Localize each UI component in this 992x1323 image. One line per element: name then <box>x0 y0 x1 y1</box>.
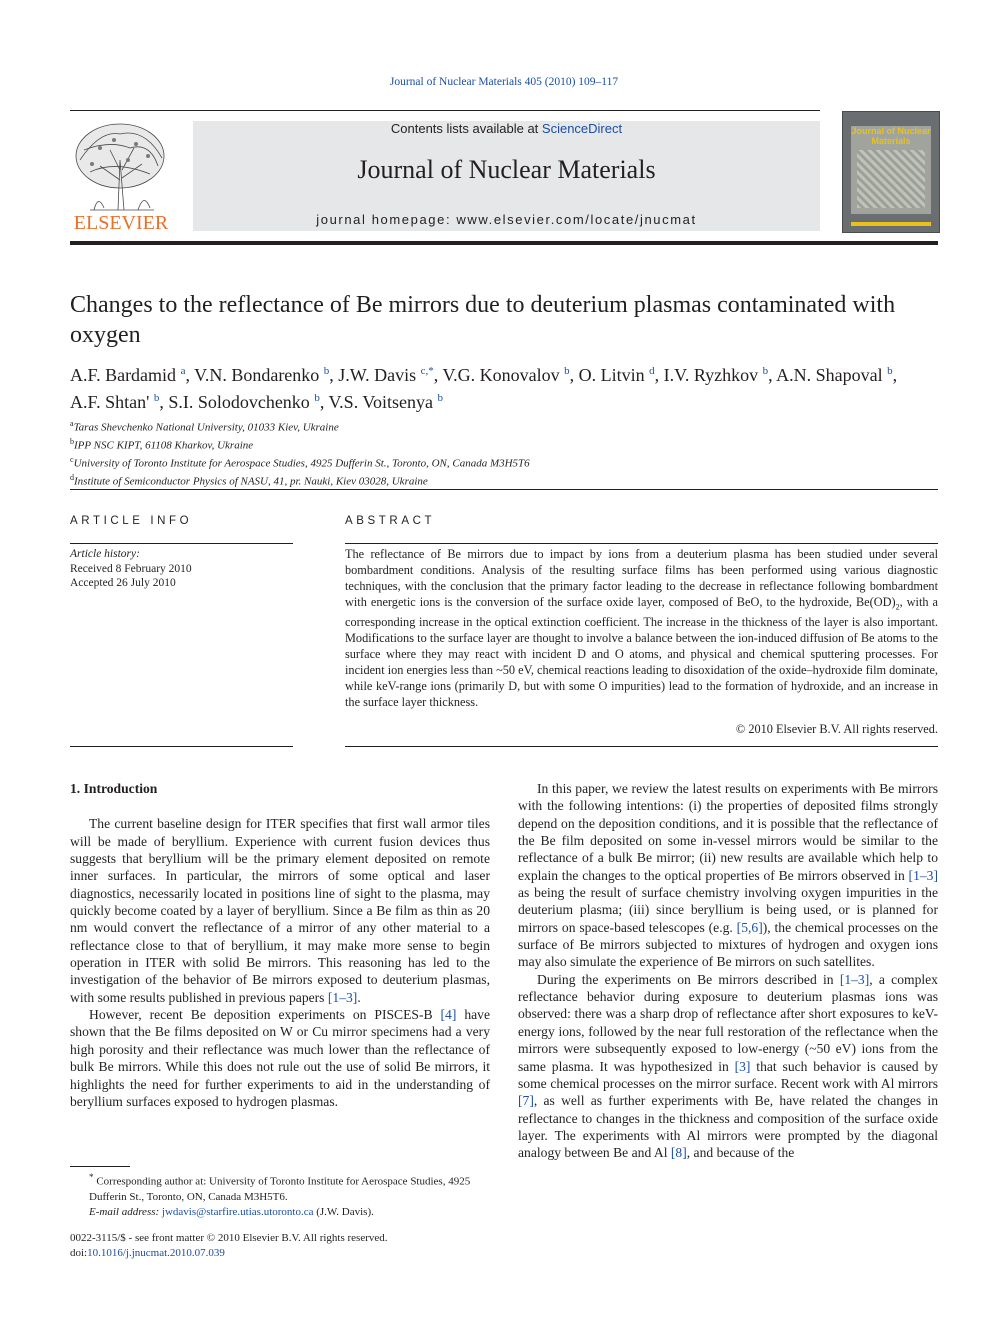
author: O. Litvin <box>578 365 645 385</box>
reference-link[interactable]: [7] <box>518 1093 534 1109</box>
sciencedirect-link[interactable]: ScienceDirect <box>541 121 623 136</box>
author-affil-link[interactable]: c,* <box>420 365 434 377</box>
contents-line: Contents lists available at ScienceDirect <box>390 121 623 136</box>
author: V.G. Konovalov <box>442 365 560 385</box>
header-divider <box>70 241 938 245</box>
author: V.N. Bondarenko <box>194 365 320 385</box>
article-history <box>70 547 293 591</box>
author: A.F. Bardamid <box>70 365 177 385</box>
doi-line: doi:10.1016/j.jnucmat.2010.07.039 <box>70 1247 225 1259</box>
cover-image <box>857 150 925 208</box>
author: J.W. Davis <box>338 365 417 385</box>
header-rule <box>70 110 820 111</box>
author-affil-link[interactable]: b <box>153 392 160 404</box>
body-column-left <box>70 780 490 1110</box>
corresponding-author-note: * Corresponding author at: University of Toronto Institute for Aerospace Studies, 4925 Dufferin St., Toronto, ON, Canada M3H5T6. E-mail address: jwdavis@starfire.utias.utoronto.ca (J.W. Davis). <box>89 1172 471 1218</box>
author: S.I. Solodovchenko <box>168 392 310 412</box>
author-affil-link[interactable]: d <box>649 365 655 377</box>
copyright-notice: © 2010 Elsevier B.V. All rights reserved. <box>735 722 938 736</box>
author-affil-link[interactable]: a <box>180 365 186 377</box>
section-divider <box>70 489 938 490</box>
footnote-rule <box>70 1166 130 1167</box>
affiliation: $^a$Taras Shevchenko National University, 01033 Kiev, Ukraine <box>70 419 339 434</box>
article-info-heading: ARTICLE INFO <box>70 515 193 527</box>
abstract-heading: ABSTRACT <box>345 515 436 527</box>
paragraph: However, recent Be deposition experiments on PISCES-B [4] have shown that the Be films deposited on W or Cu mirror specimens had a very high porosity and their reflectance was much lower than the reflectance of bulk Be mirrors. While this does not rule out the use of solid Be mirrors, it highlights the need for further experiments to aid in the understanding of beryllium surfaces exposed to hydrogen plasmas. <box>70 1007 491 1109</box>
author: I.V. Ryzhkov <box>663 365 759 385</box>
reference-link[interactable]: [3] <box>734 1058 751 1074</box>
paragraph: In this paper, we review the latest results on experiments with Be mirrors with the following intentions: (i) the properties of deposited films strongly depend on the deposition conditions, and it is possible that the reflectance of the Be film deposited on some in-vessel mirrors would be similar to the reflectance of a bulk Be mirror; (ii) new results are available which help to explain the changes to the optical properties of Be mirrors observed in [1–3] as being the result of surface chemistry involving oxygen impurities in the deuterium plasma; (iii) since beryllium is being used, or is planned for mirrors on space-based telescopes (e.g. [5,6]), the chemical processes on the surface of Be mirrors subjected to mixtures of hydrogen and oxygen ions may also simulate the experience of Be mirrors on such satellites. <box>518 781 938 970</box>
affiliation: $^c$University of Toronto Institute for Aerospace Studies, 4925 Dufferin St., Toronto, ON, Canada M3H5T6 <box>70 455 530 470</box>
author-affil-link[interactable]: b <box>437 392 444 404</box>
abstract-text: The reflectance of Be mirrors due to impact by ions from a deuterium plasma has been studied under several bombardment conditions. Analysis of the resulting surface films has been performed using various diagnostic techniques, with the conclusion that the primary factor leading to the decrease in reflectance following bombardment with energetic ions is the conversion of the surface oxide layer, composed of BeO, to the hydroxide, $Be(OD)_2$, with a corresponding increase in the optical extinction coefficient. The increase in the thickness of the layer is also important. Modifications to the surface layer are thought to involve a balance between the ion-induced diffusion of Be atoms to the surface where they may react with incident D and O atoms, and physical and chemical sputtering processes. For incident ion energies less than ~50 eV, chemical reactions leading to disoxidation of the oxide–hydroxide film dominate, while keV-range ions (primarily D, but with some O impurities) lead to the formation of hydroxide, and an increase in the surface layer thickness. <box>345 547 939 709</box>
journal-title: Journal of Nuclear Materials <box>357 155 656 184</box>
journal-citation[interactable] <box>0 76 992 88</box>
author-affil-link[interactable]: b <box>323 365 330 377</box>
journal-cover-thumbnail[interactable] <box>842 111 940 233</box>
journal-banner <box>193 121 820 231</box>
reference-link[interactable]: [5,6] <box>736 919 763 935</box>
doi-link[interactable]: 10.1016/j.jnucmat.2010.07.039 <box>87 1247 225 1259</box>
paragraph: The current baseline design for ITER specifies that first wall armor tiles will be made of beryllium. Experience with current fusion devices thus suggests that beryllium will be the primary element deposited on remote inner surfaces. In particular, the mirrors of some optical and laser diagnostics, necessarily located in positions line of sight to the plasma, may quickly become coated by a layer of beryllium. Since a Be film as thin as 20 nm would convert the reflectance of a mirror of any other material to a reflectance close to that of beryllium, it may make more sense to begin operation in ITER with solid Be mirrors. This reasoning has led to the investigation of the behavior of Be mirrors exposed to deuterium plasmas, with some results published in previous papers [1–3]. <box>70 816 490 1005</box>
author-email-link[interactable]: jwdavis@starfire.utias.utoronto.ca <box>161 1205 314 1218</box>
author-affil-link[interactable]: b <box>887 365 893 377</box>
author: A.N. Shapoval <box>776 365 883 385</box>
accepted-date: Accepted 26 July 2010 <box>70 577 176 589</box>
article-history-label: Article history: <box>70 548 140 560</box>
journal-homepage[interactable]: journal homepage: www.elsevier.com/locate/jnucmat <box>316 212 697 227</box>
reference-link[interactable]: [1–3] <box>839 971 870 987</box>
section-heading: 1. Introduction <box>70 781 158 796</box>
author: V.S. Voitsenya <box>328 392 434 412</box>
paragraph: During the experiments on Be mirrors described in [1–3], a complex reflectance behavior during exposure to deuterium plasmas ions was observed: there was a sharp drop of reflectance after short exposures to keV-energy ions, followed by the near full restoration of the reflectance when the mirrors were subsequently exposed to low-energy (~50 eV) ions from the same plasma. It was hypothesized in [3] that such behavior is caused by some chemical processes on the mirror surface. Recent work with Al mirrors [7], as well as further experiments with Be, have related the changes in reflectance to changes in the thickness and composition of the surface oxide layer. The experiments with Al mirrors were prompted by the diagonal analogy between Be and Al [8], and because of the <box>518 971 938 1161</box>
article-title: Changes to the reflectance of Be mirrors due to deuterium plasmas contaminated with oxygen <box>70 292 896 348</box>
reference-link[interactable]: [1–3] <box>327 989 358 1005</box>
author-affil-link[interactable]: b <box>314 392 320 404</box>
page-footer <box>70 1231 490 1261</box>
affiliation: $^d$Institute of Semiconductor Physics of NASU, 41, pr. Nauki, Kiev 03028, Ukraine <box>70 473 428 489</box>
citation-link[interactable]: Journal of Nuclear Materials 405 (2010) 109–117 <box>389 76 619 88</box>
reference-link[interactable]: [1–3] <box>908 867 938 883</box>
author-list: A.F. Bardamid $^a$, V.N. Bondarenko $^b$, J.W. Davis $^{c,*}$, V.G. Konovalov $^b$, O. Litvin $^d$, I.V. Ryzhkov $^b$, A.N. Shapoval $^b$, A.F. Shtan' $^b$, S.I. Solodovchenko $^b$, V.S. Voitsenya $^b$ <box>70 365 898 412</box>
received-date: Received 8 February 2010 <box>70 562 192 575</box>
author-affil-link[interactable]: b <box>564 365 570 377</box>
issn-line: 0022-3115/$ - see front matter © 2010 Elsevier B.V. All rights reserved. <box>70 1232 388 1244</box>
author: A.F. Shtan' <box>70 392 150 412</box>
reference-link[interactable]: [8] <box>670 1145 687 1161</box>
reference-link[interactable]: [4] <box>440 1007 457 1023</box>
author-affil-link[interactable]: b <box>762 365 769 377</box>
elsevier-wordmark: ELSEVIER <box>73 212 169 234</box>
affiliation: $^b$IPP NSC KIPT, 61108 Kharkov, Ukraine <box>70 437 254 452</box>
affiliation-list <box>70 417 930 490</box>
body-column-right <box>518 780 938 1162</box>
cover-title: Journal of Nuclear Materials <box>851 126 931 146</box>
